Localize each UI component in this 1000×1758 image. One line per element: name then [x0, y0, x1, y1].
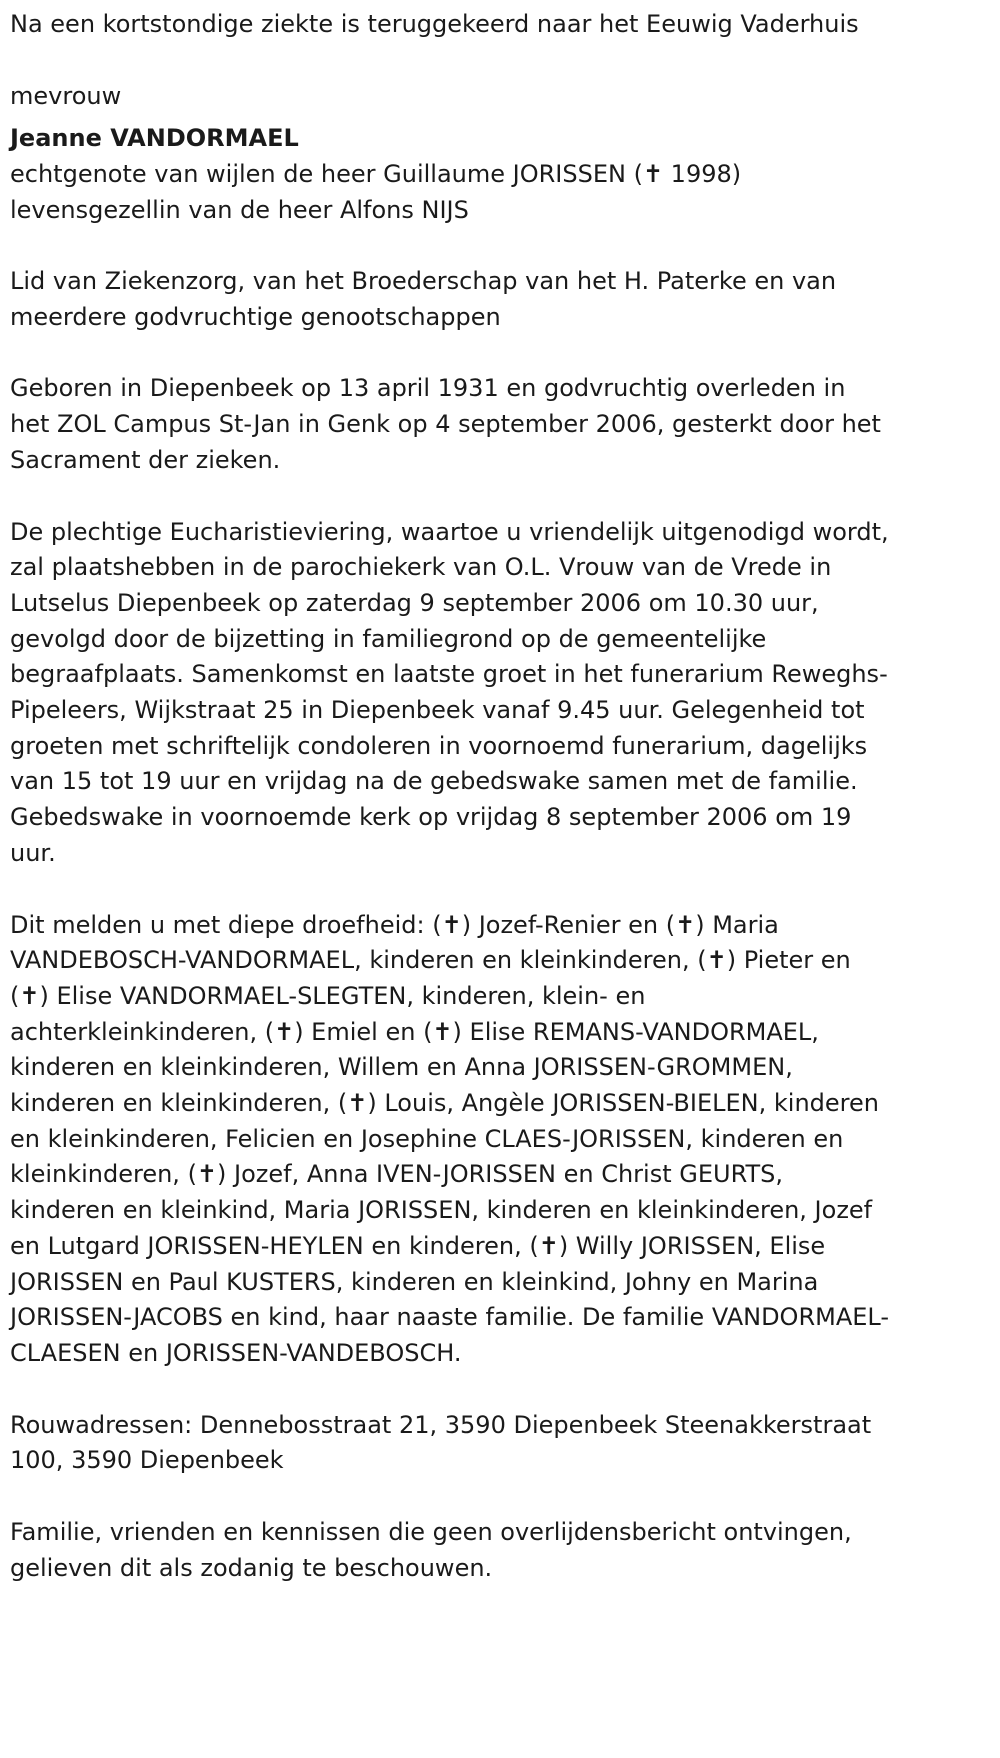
spacer — [10, 228, 890, 264]
spouse-line: echtgenote van wijlen de heer Guillaume JORISSEN (✝ 1998) — [10, 160, 742, 188]
closing-paragraph: Familie, vrienden en kennissen die geen overlijdensbericht ontvingen, gelieven dit als zodanig te beschouwen. — [10, 1518, 852, 1582]
addresses-paragraph: Rouwadressen: Dennebosstraat 21, 3590 Diepenbeek Steenakkerstraat 100, 3590 Diepenbeek — [10, 1410, 872, 1475]
family-paragraph: Dit melden u met diepe droefheid: (✝) Jozef-Renier en (✝) Maria VANDEBOSCH-VANDORMAEL, kinderen en kleinkinderen, (✝) Pieter en (✝) Elise VANDORMAEL-SLEGTEN, kinderen, klein- en achterkleinkinderen, (✝) Emiel en (✝) Elise REMANS-VANDORMAEL, kinderen en kleinkinderen, Willem en Anna JORISSEN-GROMMEN, kinderen en kleinkinderen, (✝) Louis, Angèle JORISSEN-BIELEN, kinderen en kleinkinderen, Felicien en Josephine CLAES-JORISSEN, kinderen en kleinkinderen, (✝) Jozef, Anna IVEN-JORISSEN en Christ GEURTS, kinderen en kleinkind, Maria JORISSEN, kinderen en kleinkinderen, Jozef en Lutgard JORISSEN-HEYLEN en kinderen, (✝) Willy JORISSEN, Elise JORISSEN en Paul KUSTERS, kinderen en kleinkind, Johny en Marina JORISSEN-JACOBS en kind, haar naaste familie. De familie VANDORMAEL-CLAESEN en JORISSEN-VANDEBOSCH. — [10, 910, 890, 1367]
birth-death-paragraph: Geboren in Diepenbeek op 13 april 1931 en godvruchtig overleden in het ZOL Campus St-Jan in Genk op 4 september 2006, gesterkt door het Sacrament der zieken. — [10, 374, 881, 474]
spacer — [10, 335, 890, 371]
ceremony-paragraph: De plechtige Eucharistieviering, waartoe u vriendelijk uitgenodigd wordt, zal plaatshebben in de parochiekerk van O.L. Vrouw van de Vrede in Lutselus Diepenbeek op zaterdag 9 september 2006 om 10.30 uur, gevolgd door de bijzetting in familiegrond op de gemeentelijke begraafplaats. Samenkomst en laatste groet in het funerarium Reweghs-Pipeleers, Wijkstraat 25 in Diepenbeek vanaf 9.45 uur. Gelegenheid tot groeten met schriftelijk condoleren in voornoemd funerarium, dagelijks van 15 tot 19 uur en vrijdag na de gebedswake samen met de familie. Gebedswake in voornoemde kerk op vrijdag 8 september 2006 om 19 uur. — [10, 517, 889, 867]
deceased-name: Jeanne VANDORMAEL — [10, 124, 299, 152]
spacer — [10, 479, 890, 515]
spacer — [10, 1479, 890, 1515]
obituary-notice — [10, 6, 890, 1587]
membership-paragraph: Lid van Ziekenzorg, van het Broederschap van het H. Paterke en van meerdere godvruchtige genootschappen — [10, 267, 837, 331]
intro-line: Na een kortstondige ziekte is teruggekeerd naar het Eeuwig Vaderhuis — [10, 10, 859, 38]
partner-line: levensgezellin van de heer Alfons NIJS — [10, 196, 469, 224]
spacer — [10, 1372, 890, 1408]
salutation: mevrouw — [10, 82, 122, 110]
spacer — [10, 872, 890, 908]
